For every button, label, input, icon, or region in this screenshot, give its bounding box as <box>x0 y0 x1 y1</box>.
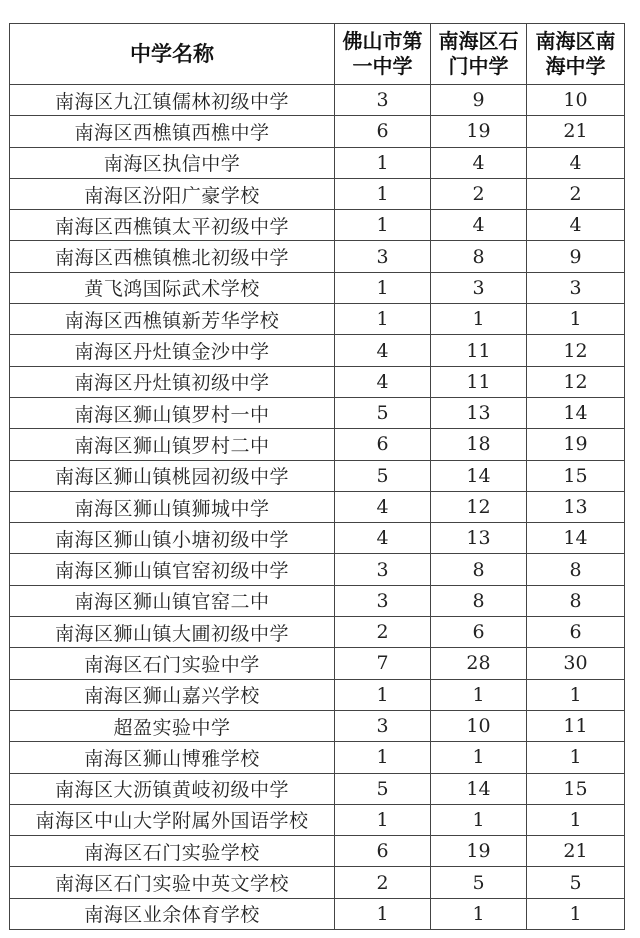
shimen-cell: 11 <box>431 335 527 366</box>
shimen-cell: 12 <box>431 491 527 522</box>
nanhai-cell: 9 <box>527 241 625 272</box>
table-row <box>10 804 625 835</box>
table-row <box>10 147 625 178</box>
nanhai-cell: 3 <box>527 272 625 303</box>
table-row <box>10 178 625 209</box>
foshan-no1-cell: 1 <box>335 742 431 773</box>
school-name-cell: 南海区狮山镇官窑初级中学 <box>10 554 335 585</box>
foshan-no1-cell: 4 <box>335 335 431 366</box>
school-name-cell: 南海区狮山镇官窑二中 <box>10 585 335 616</box>
shimen-cell: 11 <box>431 366 527 397</box>
shimen-cell: 3 <box>431 272 527 303</box>
school-name-cell: 南海区狮山嘉兴学校 <box>10 679 335 710</box>
shimen-cell: 9 <box>431 85 527 116</box>
shimen-cell: 1 <box>431 742 527 773</box>
shimen-cell: 4 <box>431 147 527 178</box>
nanhai-cell: 10 <box>527 85 625 116</box>
nanhai-cell: 6 <box>527 617 625 648</box>
school-name-cell: 南海区丹灶镇金沙中学 <box>10 335 335 366</box>
foshan-no1-cell: 5 <box>335 397 431 428</box>
table-row <box>10 429 625 460</box>
foshan-no1-cell: 1 <box>335 304 431 335</box>
foshan-no1-cell: 5 <box>335 460 431 491</box>
foshan-no1-cell: 6 <box>335 116 431 147</box>
nanhai-cell: 14 <box>527 397 625 428</box>
shimen-cell: 8 <box>431 585 527 616</box>
table-row <box>10 304 625 335</box>
shimen-cell: 13 <box>431 397 527 428</box>
table-row <box>10 366 625 397</box>
table-body <box>10 85 625 930</box>
shimen-cell: 10 <box>431 710 527 741</box>
nanhai-cell: 15 <box>527 460 625 491</box>
school-name-cell: 南海区大沥镇黄岐初级中学 <box>10 773 335 804</box>
table-row <box>10 116 625 147</box>
school-name-cell: 南海区狮山镇罗村二中 <box>10 429 335 460</box>
shimen-cell: 6 <box>431 617 527 648</box>
school-name-cell: 南海区业余体育学校 <box>10 898 335 929</box>
school-name-cell: 南海区西樵镇樵北初级中学 <box>10 241 335 272</box>
header-nanhai: 南海区南海中学 <box>527 24 625 85</box>
table-row <box>10 241 625 272</box>
shimen-cell: 1 <box>431 804 527 835</box>
nanhai-cell: 30 <box>527 648 625 679</box>
table-row <box>10 898 625 929</box>
shimen-cell: 2 <box>431 178 527 209</box>
foshan-no1-cell: 1 <box>335 210 431 241</box>
shimen-cell: 1 <box>431 304 527 335</box>
table-row <box>10 397 625 428</box>
table-row <box>10 460 625 491</box>
nanhai-cell: 12 <box>527 335 625 366</box>
table-row <box>10 585 625 616</box>
foshan-no1-cell: 2 <box>335 867 431 898</box>
school-name-cell: 南海区西樵镇太平初级中学 <box>10 210 335 241</box>
table-row <box>10 742 625 773</box>
header-shimen: 南海区石门中学 <box>431 24 527 85</box>
shimen-cell: 8 <box>431 241 527 272</box>
foshan-no1-cell: 1 <box>335 147 431 178</box>
nanhai-cell: 21 <box>527 116 625 147</box>
foshan-no1-cell: 1 <box>335 178 431 209</box>
table-row <box>10 335 625 366</box>
shimen-cell: 1 <box>431 679 527 710</box>
shimen-cell: 8 <box>431 554 527 585</box>
nanhai-cell: 8 <box>527 585 625 616</box>
document-page <box>9 23 625 930</box>
school-name-cell: 南海区狮山镇大圃初级中学 <box>10 617 335 648</box>
school-name-cell: 南海区石门实验中英文学校 <box>10 867 335 898</box>
school-name-cell: 南海区九江镇儒林初级中学 <box>10 85 335 116</box>
table-row <box>10 85 625 116</box>
school-name-cell: 南海区石门实验学校 <box>10 836 335 867</box>
table-row <box>10 210 625 241</box>
table-row <box>10 867 625 898</box>
table-row <box>10 679 625 710</box>
nanhai-cell: 4 <box>527 147 625 178</box>
header-foshan-no1: 佛山市第一中学 <box>335 24 431 85</box>
school-name-cell: 南海区狮山镇小塘初级中学 <box>10 523 335 554</box>
foshan-no1-cell: 3 <box>335 585 431 616</box>
shimen-cell: 4 <box>431 210 527 241</box>
foshan-no1-cell: 3 <box>335 241 431 272</box>
foshan-no1-cell: 4 <box>335 523 431 554</box>
nanhai-cell: 21 <box>527 836 625 867</box>
table-row <box>10 272 625 303</box>
nanhai-cell: 1 <box>527 304 625 335</box>
school-name-cell: 南海区狮山镇狮城中学 <box>10 491 335 522</box>
nanhai-cell: 14 <box>527 523 625 554</box>
foshan-no1-cell: 3 <box>335 710 431 741</box>
school-name-cell: 南海区汾阳广豪学校 <box>10 178 335 209</box>
table-row <box>10 491 625 522</box>
foshan-no1-cell: 1 <box>335 272 431 303</box>
table-row <box>10 554 625 585</box>
foshan-no1-cell: 4 <box>335 491 431 522</box>
school-name-cell: 南海区石门实验中学 <box>10 648 335 679</box>
nanhai-cell: 11 <box>527 710 625 741</box>
foshan-no1-cell: 6 <box>335 429 431 460</box>
foshan-no1-cell: 6 <box>335 836 431 867</box>
school-name-cell: 南海区狮山镇桃园初级中学 <box>10 460 335 491</box>
nanhai-cell: 15 <box>527 773 625 804</box>
shimen-cell: 19 <box>431 836 527 867</box>
shimen-cell: 14 <box>431 773 527 804</box>
nanhai-cell: 1 <box>527 679 625 710</box>
shimen-cell: 28 <box>431 648 527 679</box>
table-row <box>10 617 625 648</box>
shimen-cell: 18 <box>431 429 527 460</box>
school-name-cell: 南海区执信中学 <box>10 147 335 178</box>
school-name-cell: 南海区狮山镇罗村一中 <box>10 397 335 428</box>
shimen-cell: 13 <box>431 523 527 554</box>
nanhai-cell: 1 <box>527 898 625 929</box>
table-row <box>10 773 625 804</box>
table-row <box>10 710 625 741</box>
table-row <box>10 523 625 554</box>
shimen-cell: 5 <box>431 867 527 898</box>
nanhai-cell: 12 <box>527 366 625 397</box>
foshan-no1-cell: 4 <box>335 366 431 397</box>
foshan-no1-cell: 3 <box>335 554 431 585</box>
foshan-no1-cell: 7 <box>335 648 431 679</box>
table-row <box>10 836 625 867</box>
nanhai-cell: 4 <box>527 210 625 241</box>
header-school-name: 中学名称 <box>10 24 335 85</box>
foshan-no1-cell: 1 <box>335 679 431 710</box>
foshan-no1-cell: 2 <box>335 617 431 648</box>
school-name-cell: 黄飞鸿国际武术学校 <box>10 272 335 303</box>
school-name-cell: 南海区西樵镇新芳华学校 <box>10 304 335 335</box>
table-row <box>10 648 625 679</box>
shimen-cell: 1 <box>431 898 527 929</box>
foshan-no1-cell: 1 <box>335 898 431 929</box>
nanhai-cell: 8 <box>527 554 625 585</box>
school-name-cell: 南海区中山大学附属外国语学校 <box>10 804 335 835</box>
nanhai-cell: 19 <box>527 429 625 460</box>
shimen-cell: 19 <box>431 116 527 147</box>
foshan-no1-cell: 5 <box>335 773 431 804</box>
nanhai-cell: 1 <box>527 804 625 835</box>
school-name-cell: 南海区丹灶镇初级中学 <box>10 366 335 397</box>
school-name-cell: 南海区狮山博雅学校 <box>10 742 335 773</box>
nanhai-cell: 1 <box>527 742 625 773</box>
foshan-no1-cell: 3 <box>335 85 431 116</box>
table-header-row <box>10 24 625 85</box>
school-name-cell: 超盈实验中学 <box>10 710 335 741</box>
nanhai-cell: 13 <box>527 491 625 522</box>
school-name-cell: 南海区西樵镇西樵中学 <box>10 116 335 147</box>
school-quota-table <box>9 23 625 930</box>
nanhai-cell: 2 <box>527 178 625 209</box>
nanhai-cell: 5 <box>527 867 625 898</box>
shimen-cell: 14 <box>431 460 527 491</box>
foshan-no1-cell: 1 <box>335 804 431 835</box>
